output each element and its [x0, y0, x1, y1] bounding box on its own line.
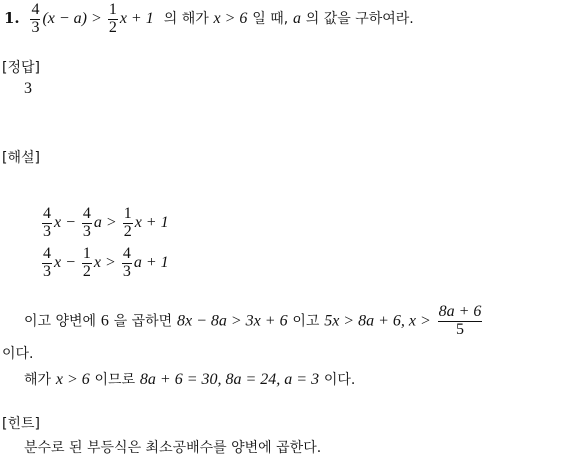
- answer-heading: [정답]: [2, 60, 40, 76]
- fraction: $\frac{8a + 6}{5}$: [438, 303, 482, 338]
- hint-heading: [힌트]: [2, 416, 40, 432]
- fraction: $\frac{1}{2}$: [108, 1, 117, 36]
- problem-text: 일 때,: [252, 10, 289, 27]
- fraction: $\frac{1}{2}$: [123, 205, 132, 240]
- fraction: $\frac{4}{3}$: [82, 205, 91, 240]
- fraction: $\frac{1}{2}$: [82, 245, 91, 280]
- problem-variable: a: [292, 9, 301, 27]
- hint-text: 분수로 된 부등식은 최소공배수를 양변에 곱한다.: [24, 440, 322, 456]
- problem-number: 1.: [4, 8, 20, 27]
- explanation-paragraph-1-end: 이다.: [2, 346, 34, 362]
- fraction: $\frac{4}{3}$: [43, 245, 51, 280]
- math-text: x + 1: [119, 9, 154, 27]
- equation-line-1: $\frac{4}{3}$ x − $\frac{4}{3}$ a > $\frac{1}{2}$ x + 1: [43, 205, 169, 240]
- equation-line-2: $\frac{4}{3}$ x − $\frac{1}{2}$ x > $\frac{4}{3}$ a + 1: [43, 245, 169, 280]
- explanation-paragraph-1: 이고 양변에 6 을 곱하면 8x − 8a > 3x + 6 이고 5x > 8a + 6, x > $\frac{8a + 6}{5}$: [24, 303, 482, 338]
- problem-text: 의 값을 구하여라.: [305, 10, 414, 27]
- fraction: $\frac{4}{3}$: [31, 1, 40, 36]
- problem-condition: x > 6: [213, 9, 248, 27]
- fraction: $\frac{4}{3}$: [43, 205, 51, 240]
- explanation-paragraph-2: 해가 x > 6 이므로 8a + 6 = 30, 8a = 24, a = 3 이다.: [24, 371, 356, 388]
- math-text: (x − a) >: [42, 9, 102, 27]
- explanation-heading: [해설]: [2, 150, 40, 166]
- problem-inequality: [28, 1, 157, 36]
- problem-statement: [4, 2, 414, 37]
- answer-value: 3: [24, 80, 32, 97]
- problem-text: 의 해가: [163, 10, 209, 27]
- fraction: $\frac{4}{3}$: [122, 245, 131, 280]
